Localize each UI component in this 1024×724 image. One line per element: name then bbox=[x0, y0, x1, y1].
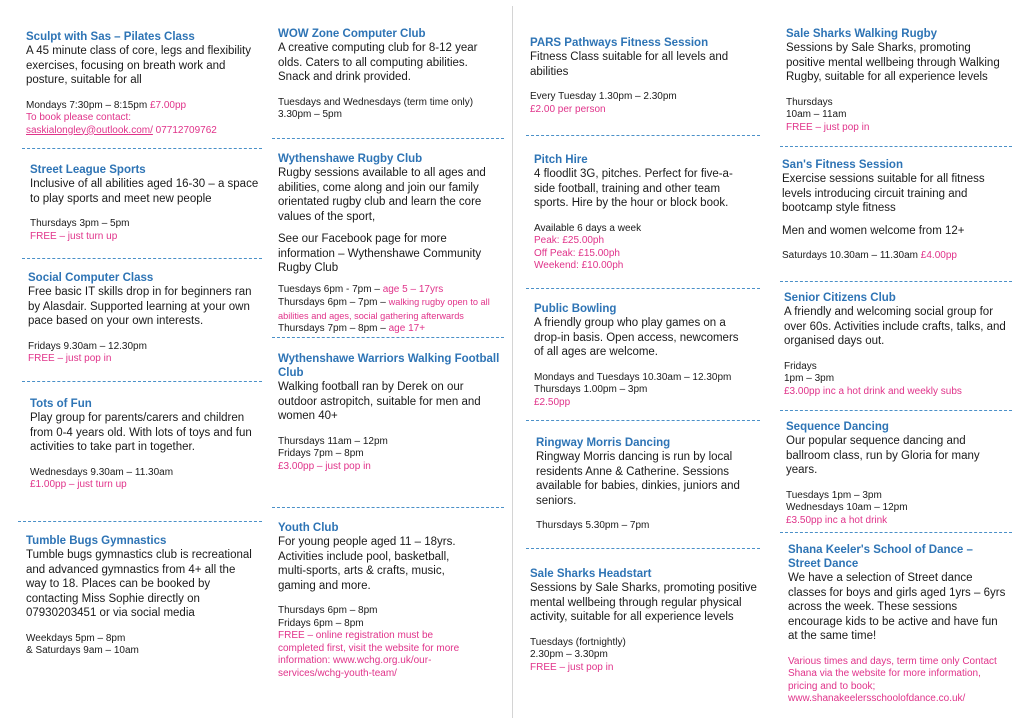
entry-time: Every Tuesday 1.30pm – 2.30pm bbox=[530, 91, 677, 102]
entry-description: Tumble bugs gymnastics club is recreational and advanced gymnastics from 4+ all the way to 18. Places can be booked by contacting Miss Sophie directly on 07930203451 or via social media bbox=[26, 549, 252, 619]
entry-schedule bbox=[278, 296, 500, 323]
entry-shana-keelers-dance bbox=[788, 543, 1006, 706]
entry-price-peak: Peak: £25.00ph bbox=[534, 235, 605, 246]
entry-time: Thursdays 6pm – 8pm bbox=[278, 605, 378, 616]
entry-time: Thursdays 7pm – 8pm – bbox=[278, 323, 386, 334]
entry-title: Sculpt with Sas – Pilates Class bbox=[26, 31, 195, 43]
entry-tumble-bugs-gymnastics bbox=[26, 534, 256, 658]
entry-time: Thursdays 5.30pm – 7pm bbox=[536, 520, 650, 531]
entry-time: Fridays 9.30am – 12.30pm bbox=[28, 340, 147, 352]
section-divider bbox=[22, 258, 262, 259]
section-divider bbox=[526, 548, 760, 549]
entry-description: Exercise sessions suitable for all fitness levels introducing circuit training and bootcamp style fitness bbox=[782, 173, 985, 214]
entry-price-weekend: Weekend: £10.00ph bbox=[534, 260, 624, 271]
entry-time: Thursdays 11am – 12pm bbox=[278, 435, 388, 447]
entry-time: Mondays and Tuesdays 10.30am – 12.30pm bbox=[534, 371, 732, 383]
entry-time: Tuesdays and Wednesdays (term time only) bbox=[278, 96, 474, 108]
entry-description: Free basic IT skills drop in for beginners ran by Alasdair. Supported learning at your own pace based on your own interests. bbox=[28, 286, 252, 327]
entry-price: £7.00pp bbox=[149, 99, 187, 111]
page-fold-line bbox=[512, 6, 513, 718]
contact-phone: 07712709762 bbox=[155, 124, 217, 136]
entry-description: Rugby sessions available to all ages and abilities, come along and join our family orientated rugby club and learn the core values of the sport, bbox=[278, 167, 486, 223]
entry-tots-of-fun bbox=[30, 397, 256, 492]
entry-age: age 5 – 17yrs bbox=[382, 283, 444, 295]
entry-senior-citizens-club bbox=[784, 291, 1010, 398]
section-divider bbox=[22, 148, 262, 149]
entry-price: FREE – just pop in bbox=[28, 353, 112, 364]
entry-title: Sale Sharks Headstart bbox=[530, 568, 652, 580]
entry-sans-fitness-session bbox=[782, 158, 1008, 263]
entry-time: Fridays 7pm – 8pm bbox=[278, 448, 364, 459]
entry-age: age 17+ bbox=[388, 323, 426, 334]
contact-email-link[interactable]: saskialongley@outlook.com/ bbox=[26, 124, 153, 136]
entry-schedule bbox=[278, 284, 500, 297]
entry-price-offpeak: Off Peak: £15.00ph bbox=[534, 247, 620, 259]
entry-title: Senior Citizens Club bbox=[784, 292, 896, 304]
entry-price: £4.00pp bbox=[920, 250, 957, 261]
entry-time: Wednesdays 10am – 12pm bbox=[786, 502, 908, 513]
entry-description-more: See our Facebook page for more information – Wythenshawe Community Rugby Club bbox=[278, 233, 482, 274]
entry-title: Pitch Hire bbox=[534, 154, 588, 166]
entry-title: Sequence Dancing bbox=[786, 421, 889, 433]
entry-booking-note: To book please contact: bbox=[26, 112, 132, 123]
section-divider bbox=[18, 521, 262, 522]
entry-time: Tuesdays (fortnightly) bbox=[530, 636, 626, 648]
column-1 bbox=[26, 0, 259, 724]
entry-description: Walking football ran by Derek on our outdoor astropitch, suitable for men and women 40+ bbox=[278, 381, 481, 422]
entry-time: Tuesdays 1pm – 3pm bbox=[786, 489, 882, 501]
entry-info: Various times and days, term time only Contact Shana via the website for more information, pricing and to book; bbox=[788, 655, 997, 692]
entry-title: Street League Sports bbox=[30, 164, 146, 176]
entry-street-league-sports bbox=[30, 163, 260, 243]
section-divider bbox=[780, 410, 1012, 411]
section-divider bbox=[526, 135, 760, 136]
entry-description: Inclusive of all abilities aged 16-30 – a space to play sports and meet new people bbox=[30, 178, 259, 205]
entry-price: £3.50pp inc a hot drink bbox=[786, 514, 888, 526]
entry-wow-zone-computer-club bbox=[278, 27, 500, 122]
entry-title: Tots of Fun bbox=[30, 398, 92, 410]
entry-contact bbox=[26, 125, 256, 138]
entry-description: Sessions by Sale Sharks, promoting positive mental wellbeing through Walking Rugby, suitable for all experience levels bbox=[786, 42, 1000, 83]
entry-time: Fridays 6pm – 8pm bbox=[278, 617, 364, 629]
entry-wythenshawe-warriors bbox=[278, 352, 500, 473]
entry-price: £3.00pp – just pop in bbox=[278, 460, 371, 472]
entry-title: Wythenshawe Warriors Walking Football Club bbox=[278, 353, 500, 379]
entry-time: 3.30pm – 5pm bbox=[278, 109, 342, 120]
entry-pars-pathways bbox=[530, 36, 756, 116]
entry-wythenshawe-rugby-club bbox=[278, 152, 500, 336]
entry-description: A creative computing club for 8-12 year olds. Caters to all computing abilities. Snack and drink provided. bbox=[278, 42, 478, 83]
entry-price-info: FREE – online registration must be completed first, visit the website for more information: www.wchg.org.uk/our-services/wchg-youth-team/ bbox=[278, 630, 460, 679]
column-2 bbox=[278, 0, 504, 724]
entry-title: Wythenshawe Rugby Club bbox=[278, 153, 423, 165]
section-divider bbox=[272, 507, 504, 508]
entry-time: Tuesdays 6pm - 7pm – bbox=[278, 283, 380, 295]
entry-time: & Saturdays 9am – 10am bbox=[26, 645, 139, 656]
entry-price: £3.00pp inc a hot drink and weekly subs bbox=[784, 385, 962, 397]
section-divider bbox=[780, 532, 1012, 533]
entry-pitch-hire bbox=[534, 153, 750, 273]
entry-title: Ringway Morris Dancing bbox=[536, 437, 671, 449]
section-divider bbox=[526, 420, 760, 421]
section-divider bbox=[272, 337, 504, 338]
entry-description-more: Men and women welcome from 12+ bbox=[782, 224, 965, 237]
entry-description: Sessions by Sale Sharks, promoting positive mental wellbeing through regular physical activity, suitable for all experience levels bbox=[530, 582, 757, 623]
entry-time: 1pm – 3pm bbox=[784, 373, 835, 384]
section-divider bbox=[272, 138, 504, 139]
entry-time: Mondays 7:30pm – 8:15pm bbox=[26, 99, 148, 111]
entry-sale-sharks-walking-rugby bbox=[786, 27, 1008, 134]
section-divider bbox=[526, 288, 760, 289]
entry-time: 10am – 11am bbox=[786, 109, 847, 120]
section-divider bbox=[780, 146, 1012, 147]
entry-time: Weekdays 5pm – 8pm bbox=[26, 632, 126, 644]
section-divider bbox=[22, 381, 262, 382]
entry-sequence-dancing bbox=[786, 420, 996, 527]
entry-title: Social Computer Class bbox=[28, 272, 154, 284]
entry-time: Available 6 days a week bbox=[534, 222, 642, 234]
entry-price: FREE – just turn up bbox=[30, 230, 118, 242]
entry-time: Fridays bbox=[784, 360, 817, 372]
entry-sculpt-with-sas bbox=[26, 30, 256, 137]
entry-description: A 45 minute class of core, legs and flexibility exercises, focusing on breath work and posture, suitable for all bbox=[26, 45, 252, 86]
entry-description: A friendly group who play games on a drop-in basis. Open access, newcomers of all ages are welcome. bbox=[534, 317, 739, 358]
entry-description: We have a selection of Street dance classes for boys and girls aged 1yrs – 6yrs across the week. These sessions encourage kids to be active and have fun at the same time! bbox=[788, 572, 1006, 642]
entry-time: Wednesdays 9.30am – 11.30am bbox=[30, 466, 174, 478]
entry-time: Thursdays bbox=[786, 96, 833, 108]
entry-description: For young people aged 11 – 18yrs. Activities include pool, basketball, multi-sports, arts & crafts, music, gaming and more. bbox=[278, 536, 456, 592]
entry-title: Youth Club bbox=[278, 522, 339, 534]
entry-title: Sale Sharks Walking Rugby bbox=[786, 28, 938, 40]
website-link[interactable]: www.shanakeelersschoolofdance.co.uk/ bbox=[788, 693, 966, 704]
entry-description: Ringway Morris dancing is run by local residents Anne & Catherine. Sessions available for babies, dinkies, juniors and seniors. bbox=[536, 451, 740, 507]
entry-youth-club bbox=[278, 521, 478, 680]
entry-schedule bbox=[278, 323, 500, 336]
entry-description: A friendly and welcoming social group for over 60s. Activities include crafts, talks, and organised days out. bbox=[784, 306, 1006, 347]
entry-description: Our popular sequence dancing and ballroom class, run by Gloria for many years. bbox=[786, 435, 980, 476]
entry-price: FREE – just pop in bbox=[530, 661, 614, 673]
entry-social-computer-class bbox=[28, 271, 262, 366]
entry-time: Saturdays 10.30am – 11.30am bbox=[782, 250, 919, 261]
entry-description: Fitness Class suitable for all levels and abilities bbox=[530, 51, 729, 78]
entry-description: 4 floodlit 3G, pitches. Perfect for five-a-side football, training and other team sports. Hire by the hour or block book. bbox=[534, 168, 733, 209]
entry-public-bowling bbox=[534, 302, 750, 409]
entry-title: Shana Keeler's School of Dance – Street Dance bbox=[788, 544, 973, 570]
column-3 bbox=[530, 0, 760, 724]
entry-ringway-morris bbox=[536, 436, 752, 533]
entry-schedule bbox=[26, 100, 256, 113]
entry-note: walking rugby open to all abilities and ages, social gathering afterwards bbox=[278, 297, 490, 321]
entry-price: £1.00pp – just turn up bbox=[30, 479, 127, 490]
entry-title: Public Bowling bbox=[534, 303, 617, 315]
entry-schedule bbox=[782, 250, 1008, 263]
entry-time: 2.30pm – 3.30pm bbox=[530, 649, 608, 660]
column-4 bbox=[784, 0, 1010, 724]
entry-price: £2.50pp bbox=[534, 396, 571, 408]
entry-price: FREE – just pop in bbox=[786, 121, 870, 133]
section-divider bbox=[780, 281, 1012, 282]
entry-title: Tumble Bugs Gymnastics bbox=[26, 535, 167, 547]
entry-description: Play group for parents/carers and children from 0-4 years old. With lots of toys and fun activities to take part in together. bbox=[30, 412, 252, 453]
entry-time: Thursdays 6pm – 7pm – bbox=[278, 297, 386, 308]
entry-title: San's Fitness Session bbox=[782, 159, 903, 171]
entry-price: £2.00 per person bbox=[530, 103, 606, 115]
entry-title: PARS Pathways Fitness Session bbox=[530, 37, 709, 49]
entry-time: Thursdays 3pm – 5pm bbox=[30, 218, 130, 229]
entry-time: Thursdays 1.00pm – 3pm bbox=[534, 384, 648, 395]
entry-sale-sharks-headstart bbox=[530, 567, 758, 674]
entry-title: WOW Zone Computer Club bbox=[278, 28, 426, 40]
